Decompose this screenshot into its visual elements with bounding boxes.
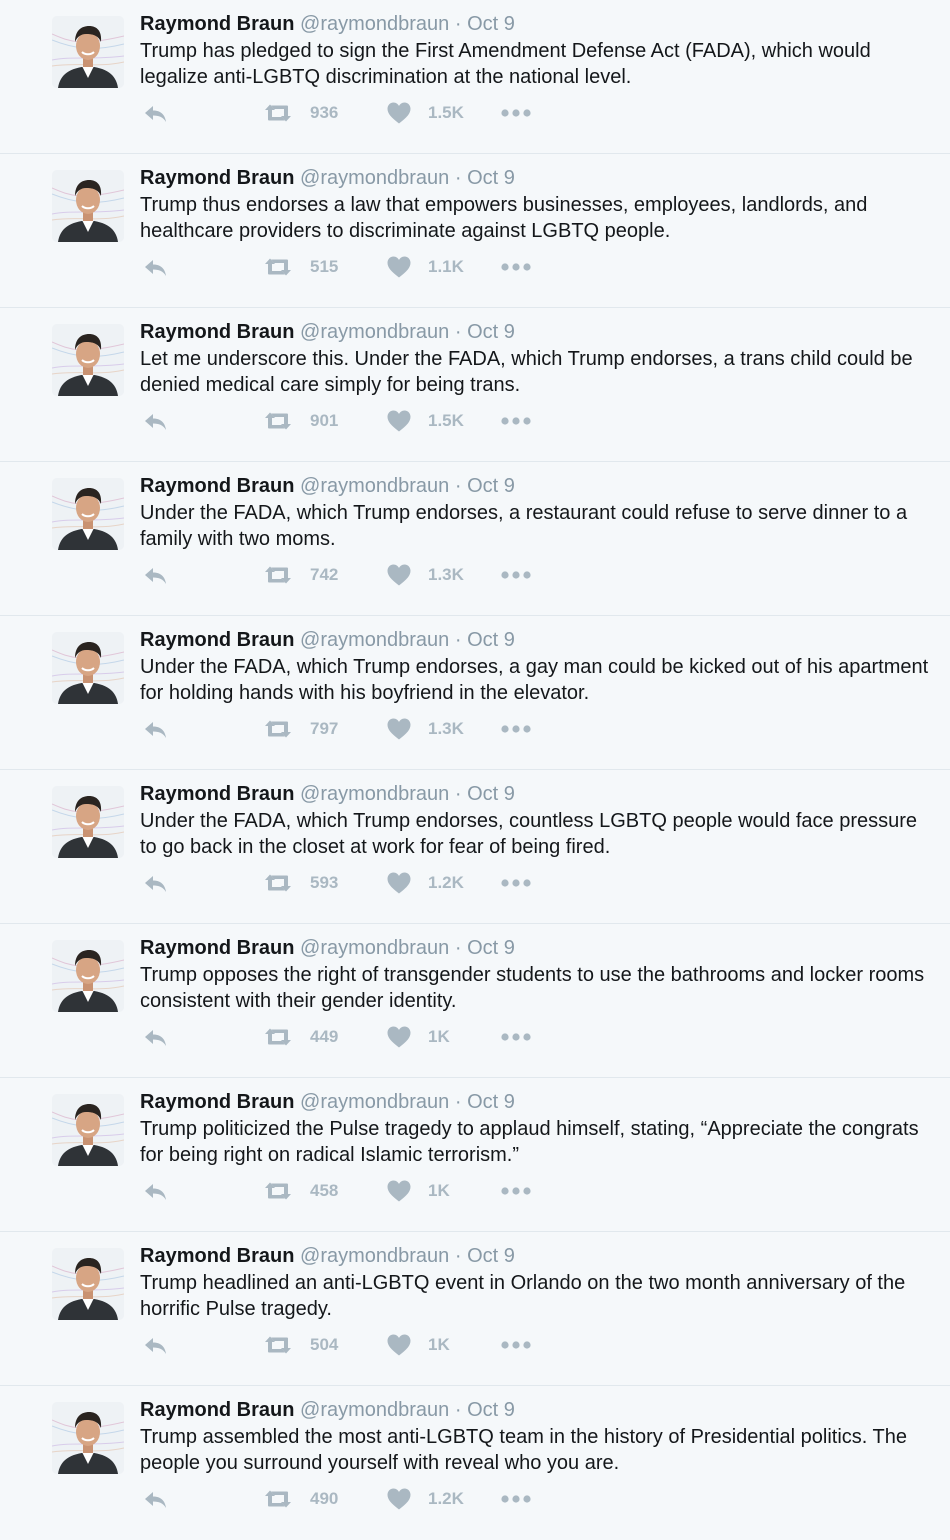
author-handle[interactable]: @raymondbraun xyxy=(300,783,450,805)
author-name[interactable]: Raymond Braun xyxy=(140,783,295,805)
tweet-content xyxy=(140,1088,930,1168)
reply-button[interactable] xyxy=(142,1176,168,1206)
author-handle[interactable]: @raymondbraun xyxy=(300,937,450,959)
retweet-button[interactable] xyxy=(262,714,338,744)
author-name[interactable]: Raymond Braun xyxy=(140,167,295,189)
author-name[interactable]: Raymond Braun xyxy=(140,937,295,959)
reply-icon xyxy=(142,102,168,124)
tweet-content xyxy=(140,472,930,552)
reply-icon xyxy=(142,410,168,432)
heart-icon xyxy=(386,1025,412,1049)
tweet-actions xyxy=(140,1022,560,1052)
like-count: 1K xyxy=(428,1335,450,1354)
tweet[interactable] xyxy=(0,308,950,462)
like-count: 1.2K xyxy=(428,873,464,892)
retweet-count: 449 xyxy=(310,1027,339,1046)
profile-photo-icon xyxy=(52,170,124,242)
reply-icon xyxy=(142,256,168,278)
tweet-date[interactable]: Oct 9 xyxy=(467,937,515,959)
like-button[interactable] xyxy=(386,714,464,744)
tweet-date[interactable]: Oct 9 xyxy=(467,783,515,805)
tweet-actions xyxy=(140,252,560,282)
more-dots-icon xyxy=(500,878,532,888)
profile-photo-icon xyxy=(52,1248,124,1320)
tweet-content xyxy=(140,934,930,1014)
avatar[interactable] xyxy=(52,632,124,704)
retweet-count: 742 xyxy=(310,565,339,584)
retweet-count: 490 xyxy=(310,1489,339,1508)
tweet[interactable] xyxy=(0,1232,950,1386)
profile-photo-icon xyxy=(52,940,124,1012)
tweet-date[interactable]: Oct 9 xyxy=(467,167,515,189)
tweet-actions xyxy=(140,714,560,744)
tweet-actions xyxy=(140,560,560,590)
reply-icon xyxy=(142,1488,168,1510)
profile-photo-icon xyxy=(52,1094,124,1166)
like-count: 1.5K xyxy=(428,103,464,122)
retweet-icon xyxy=(262,256,294,278)
avatar[interactable] xyxy=(52,1248,124,1320)
tweet[interactable] xyxy=(0,924,950,1078)
reply-button[interactable] xyxy=(142,1330,168,1360)
retweet-icon xyxy=(262,718,294,740)
like-count: 1.5K xyxy=(428,411,464,430)
more-button[interactable] xyxy=(500,560,532,590)
retweet-count: 901 xyxy=(310,411,339,430)
retweet-icon xyxy=(262,102,294,124)
tweet-text: Trump has pledged to sign the First Amendment Defense Act (FADA), which would legalize anti-LGBTQ discrimination at the national level. xyxy=(140,40,871,88)
more-dots-icon xyxy=(500,570,532,580)
reply-button[interactable] xyxy=(142,560,168,590)
tweet-date[interactable]: Oct 9 xyxy=(467,1399,515,1421)
avatar[interactable] xyxy=(52,478,124,550)
retweet-icon xyxy=(262,1026,294,1048)
more-button[interactable] xyxy=(500,1330,532,1360)
like-count: 1K xyxy=(428,1181,450,1200)
more-button[interactable] xyxy=(500,1022,532,1052)
separator-dot: · xyxy=(454,167,462,189)
separator-dot: · xyxy=(454,1091,462,1113)
more-button[interactable] xyxy=(500,1176,532,1206)
like-count: 1.2K xyxy=(428,1489,464,1508)
author-handle[interactable]: @raymondbraun xyxy=(300,167,450,189)
reply-icon xyxy=(142,718,168,740)
author-name[interactable]: Raymond Braun xyxy=(140,1399,295,1421)
retweet-count: 458 xyxy=(310,1181,339,1200)
like-count: 1.3K xyxy=(428,719,464,738)
author-name[interactable]: Raymond Braun xyxy=(140,475,295,497)
tweet-header xyxy=(140,164,930,192)
author-handle[interactable]: @raymondbraun xyxy=(300,1091,450,1113)
tweet-actions xyxy=(140,868,560,898)
tweet-date[interactable]: Oct 9 xyxy=(467,629,515,651)
like-button[interactable] xyxy=(386,406,464,436)
retweet-button[interactable] xyxy=(262,1484,338,1514)
tweet-text: Trump assembled the most anti-LGBTQ team in the history of Presidential politics. The people you surround yourself with reveal who you are. xyxy=(140,1426,907,1474)
retweet-button[interactable] xyxy=(262,868,338,898)
more-button[interactable] xyxy=(500,406,532,436)
retweet-icon xyxy=(262,1334,294,1356)
heart-icon xyxy=(386,255,412,279)
tweet[interactable] xyxy=(0,1078,950,1232)
tweet-actions xyxy=(140,98,560,128)
profile-photo-icon xyxy=(52,16,124,88)
tweet-header xyxy=(140,318,930,346)
tweet-date[interactable]: Oct 9 xyxy=(467,1245,515,1267)
tweet-header xyxy=(140,472,930,500)
tweet[interactable] xyxy=(0,462,950,616)
author-handle[interactable]: @raymondbraun xyxy=(300,629,450,651)
tweet-text: Trump politicized the Pulse tragedy to applaud himself, stating, “Appreciate the congrats for being right on radical Islamic terrorism.” xyxy=(140,1118,919,1166)
tweet-content xyxy=(140,164,930,244)
tweet[interactable] xyxy=(0,0,950,154)
retweet-count: 504 xyxy=(310,1335,339,1354)
heart-icon xyxy=(386,409,412,433)
reply-button[interactable] xyxy=(142,868,168,898)
like-count: 1K xyxy=(428,1027,450,1046)
more-dots-icon xyxy=(500,724,532,734)
avatar[interactable] xyxy=(52,1402,124,1474)
avatar[interactable] xyxy=(52,170,124,242)
reply-icon xyxy=(142,872,168,894)
heart-icon xyxy=(386,871,412,895)
reply-button[interactable] xyxy=(142,1484,168,1514)
tweet-text: Under the FADA, which Trump endorses, countless LGBTQ people would face pressure to go back in the closet at work for fear of being fired. xyxy=(140,810,918,858)
reply-button[interactable] xyxy=(142,406,168,436)
tweet-actions xyxy=(140,406,560,436)
heart-icon xyxy=(386,1333,412,1357)
tweet[interactable] xyxy=(0,154,950,308)
tweet[interactable] xyxy=(0,1386,950,1540)
reply-button[interactable] xyxy=(142,1022,168,1052)
tweet-actions xyxy=(140,1330,560,1360)
heart-icon xyxy=(386,717,412,741)
retweet-icon xyxy=(262,564,294,586)
like-button[interactable] xyxy=(386,252,464,282)
like-button[interactable] xyxy=(386,98,464,128)
like-count: 1.1K xyxy=(428,257,464,276)
author-handle[interactable]: @raymondbraun xyxy=(300,321,450,343)
tweet-header xyxy=(140,1088,930,1116)
author-name[interactable]: Raymond Braun xyxy=(140,13,295,35)
retweet-count: 515 xyxy=(310,257,339,276)
tweet-actions xyxy=(140,1484,560,1514)
retweet-button[interactable] xyxy=(262,252,338,282)
tweet-text: Trump opposes the right of transgender students to use the bathrooms and locker rooms consistent with their gender identity. xyxy=(140,964,925,1012)
author-name[interactable]: Raymond Braun xyxy=(140,1091,295,1113)
tweet-header xyxy=(140,10,930,38)
tweet-header xyxy=(140,780,930,808)
heart-icon xyxy=(386,1487,412,1511)
like-button[interactable] xyxy=(386,1330,450,1360)
retweet-icon xyxy=(262,872,294,894)
profile-photo-icon xyxy=(52,478,124,550)
more-dots-icon xyxy=(500,1032,532,1042)
more-dots-icon xyxy=(500,1340,532,1350)
like-button[interactable] xyxy=(386,1022,450,1052)
like-button[interactable] xyxy=(386,560,464,590)
tweet-date[interactable]: Oct 9 xyxy=(467,13,515,35)
more-button[interactable] xyxy=(500,714,532,744)
retweet-button[interactable] xyxy=(262,1330,338,1360)
separator-dot: · xyxy=(454,1399,462,1421)
retweet-button[interactable] xyxy=(262,98,338,128)
retweet-button[interactable] xyxy=(262,560,338,590)
separator-dot: · xyxy=(454,783,462,805)
profile-photo-icon xyxy=(52,786,124,858)
tweet[interactable] xyxy=(0,770,950,924)
retweet-icon xyxy=(262,410,294,432)
retweet-button[interactable] xyxy=(262,406,338,436)
more-button[interactable] xyxy=(500,868,532,898)
tweet-header xyxy=(140,1242,930,1270)
tweet-text: Trump thus endorses a law that empowers businesses, employees, landlords, and healthcare providers to discriminate against LGBTQ people. xyxy=(140,194,868,242)
heart-icon xyxy=(386,563,412,587)
tweet-date[interactable]: Oct 9 xyxy=(467,475,515,497)
tweet-content xyxy=(140,780,930,860)
retweet-count: 797 xyxy=(310,719,339,738)
author-name[interactable]: Raymond Braun xyxy=(140,321,295,343)
heart-icon xyxy=(386,1179,412,1203)
avatar[interactable] xyxy=(52,940,124,1012)
like-button[interactable] xyxy=(386,1176,450,1206)
retweet-count: 593 xyxy=(310,873,339,892)
author-handle[interactable]: @raymondbraun xyxy=(300,475,450,497)
more-button[interactable] xyxy=(500,1484,532,1514)
tweet-date[interactable]: Oct 9 xyxy=(467,1091,515,1113)
tweet-header xyxy=(140,1396,930,1424)
separator-dot: · xyxy=(454,475,462,497)
retweet-button[interactable] xyxy=(262,1176,338,1206)
profile-photo-icon xyxy=(52,632,124,704)
tweet-content xyxy=(140,626,930,706)
tweet-text: Under the FADA, which Trump endorses, a restaurant could refuse to serve dinner to a family with two moms. xyxy=(140,502,908,550)
profile-photo-icon xyxy=(52,324,124,396)
more-button[interactable] xyxy=(500,252,532,282)
like-button[interactable] xyxy=(386,1484,464,1514)
reply-button[interactable] xyxy=(142,98,168,128)
tweet-actions xyxy=(140,1176,560,1206)
tweet[interactable] xyxy=(0,616,950,770)
more-dots-icon xyxy=(500,262,532,272)
author-handle[interactable]: @raymondbraun xyxy=(300,1245,450,1267)
reply-button[interactable] xyxy=(142,714,168,744)
tweet-content xyxy=(140,10,930,90)
tweet-header xyxy=(140,626,930,654)
author-name[interactable]: Raymond Braun xyxy=(140,629,295,651)
retweet-count: 936 xyxy=(310,103,339,122)
reply-icon xyxy=(142,1026,168,1048)
separator-dot: · xyxy=(454,321,462,343)
reply-icon xyxy=(142,564,168,586)
avatar[interactable] xyxy=(52,1094,124,1166)
avatar[interactable] xyxy=(52,324,124,396)
more-dots-icon xyxy=(500,416,532,426)
tweet-content xyxy=(140,1242,930,1322)
separator-dot: · xyxy=(454,937,462,959)
retweet-button[interactable] xyxy=(262,1022,338,1052)
like-count: 1.3K xyxy=(428,565,464,584)
more-button[interactable] xyxy=(500,98,532,128)
tweet-date[interactable]: Oct 9 xyxy=(467,321,515,343)
separator-dot: · xyxy=(454,629,462,651)
reply-icon xyxy=(142,1334,168,1356)
separator-dot: · xyxy=(454,1245,462,1267)
author-name[interactable]: Raymond Braun xyxy=(140,1245,295,1267)
tweet-text: Let me underscore this. Under the FADA, which Trump endorses, a trans child could be denied medical care simply for being trans. xyxy=(140,348,913,396)
retweet-icon xyxy=(262,1180,294,1202)
reply-button[interactable] xyxy=(142,252,168,282)
retweet-icon xyxy=(262,1488,294,1510)
tweet-text: Trump headlined an anti-LGBTQ event in Orlando on the two month anniversary of the horrific Pulse tragedy. xyxy=(140,1272,906,1320)
tweet-content xyxy=(140,1396,930,1476)
like-button[interactable] xyxy=(386,868,464,898)
author-handle[interactable]: @raymondbraun xyxy=(300,13,450,35)
avatar[interactable] xyxy=(52,786,124,858)
more-dots-icon xyxy=(500,1494,532,1504)
more-dots-icon xyxy=(500,1186,532,1196)
heart-icon xyxy=(386,101,412,125)
tweet-content xyxy=(140,318,930,398)
author-handle[interactable]: @raymondbraun xyxy=(300,1399,450,1421)
tweet-header xyxy=(140,934,930,962)
more-dots-icon xyxy=(500,108,532,118)
reply-icon xyxy=(142,1180,168,1202)
avatar[interactable] xyxy=(52,16,124,88)
separator-dot: · xyxy=(454,13,462,35)
profile-photo-icon xyxy=(52,1402,124,1474)
tweet-text: Under the FADA, which Trump endorses, a gay man could be kicked out of his apartment for holding hands with his boyfriend in the elevator. xyxy=(140,656,929,704)
